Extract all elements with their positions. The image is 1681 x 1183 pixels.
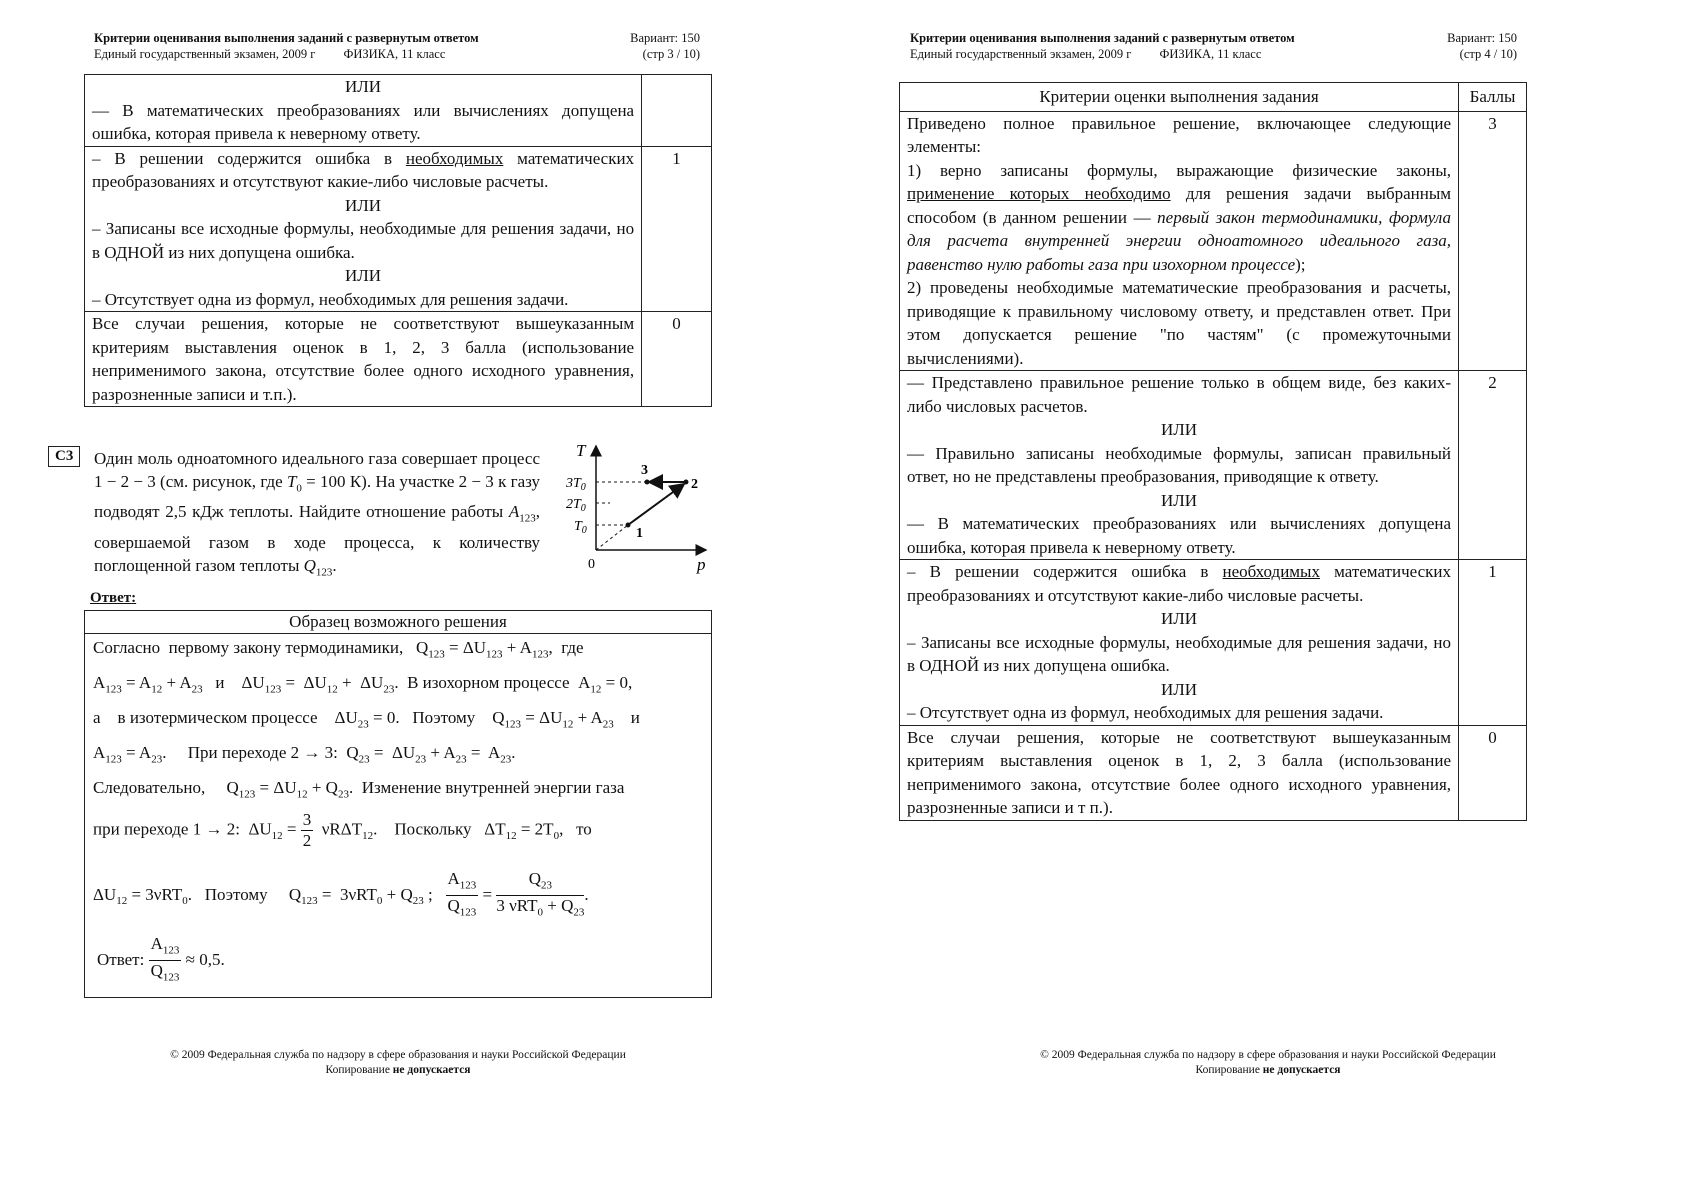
page-number: (стр 3 / 10) — [642, 47, 700, 61]
criteria-item: – Отсутствует одна из формул, необходимых для решения задачи. — [92, 289, 569, 309]
tick-t0: $T_0$ — [574, 519, 587, 536]
criteria-score: 0 — [642, 312, 712, 407]
criteria-text — [85, 75, 642, 147]
criteria-text — [85, 146, 642, 312]
criteria-item: — В математических преобразованиях или вычислениях допущена ошибка, которая привела к неверному ответу. — [92, 100, 635, 143]
criteria-item: — В математических преобразованиях или вычислениях допущена ошибка, которая привела к неверному ответу. — [907, 514, 1452, 557]
criteria-item: – В решении содержится ошибка в необходимых математических преобразованиях и отсутствуют какие-либо числовые расчеты. — [92, 148, 635, 191]
solution-box — [84, 610, 712, 998]
variant-label: Вариант: 150 — [1447, 31, 1517, 45]
copyright-line: © 2009 Федеральная служба по надзору в сфере образования и науки Российской Федерации — [170, 1049, 626, 1061]
page-header — [94, 30, 479, 62]
criteria-score: 2 — [1459, 371, 1527, 560]
point-1-label: 1 — [636, 526, 643, 541]
or-separator: ИЛИ — [1160, 420, 1198, 439]
solution-line: $A_{123} = A_{12} + A_{23}$ и $\Delta U_{123} = \Delta U_{12} + \Delta U_{23}$. В изохорном процессе $A_{12} = 0$, — [93, 673, 633, 696]
criteria-item: – В решении содержится ошибка в необходимых математических преобразованиях и отсутствуют какие-либо числовые расчеты. — [907, 562, 1452, 605]
page-meta — [600, 30, 700, 62]
solution-line: Согласно первому закону термодинамики, $Q_{123} = \Delta U_{123} + A_{123}$, где — [93, 638, 584, 661]
criteria-item: – Записаны все исходные формулы, необходимые для решения задачи, но в ОДНОЙ из них допущена ошибка. — [907, 632, 1452, 675]
criteria-score: 3 — [1459, 111, 1527, 371]
criteria-score: 1 — [642, 146, 712, 312]
criteria-table — [84, 74, 712, 407]
tick-3t0: $3T_0$ — [566, 476, 586, 493]
criteria-score: 1 — [1459, 560, 1527, 726]
segment-1-2 — [628, 484, 684, 525]
answer-label: Ответ: — [90, 590, 137, 606]
page-footer — [865, 1048, 1671, 1078]
criteria-item: 1) верно записаны формулы, выражающие физические законы, применение которых необходимо для решения задачи выбранным способом (в данном решении — первый закон термодинамики, формула для расчета внутренней энергии одноатомного идеального газа, равенство нулю работы газа при изохорном процессе); — [907, 160, 1452, 274]
header-title: Критерии оценивания выполнения заданий с развернутым ответом — [910, 31, 1295, 45]
points-column-header: Баллы — [1459, 83, 1527, 112]
origin-dashed-line — [596, 525, 628, 550]
fraction: $\frac{3}{2}$ — [302, 810, 312, 850]
page-header — [910, 30, 1295, 62]
solution-title: Образец возможного решения — [85, 611, 711, 634]
solution-line: при переходе 1 → 2: $\Delta U_{12}$ = $\frac{3}{2}$ νRΔT$_{12}$. Поскольку $\Delta T_{12} = 2T_0$, то — [93, 810, 592, 850]
solution-answer: Ответ: $\frac{A_{123}}{Q_{123}}$ ≈ 0,5. — [97, 934, 225, 988]
criteria-score: 0 — [1459, 725, 1527, 820]
t-axis-label: T — [576, 441, 586, 460]
copy-notice: Копирование не допускается — [325, 1064, 471, 1076]
or-separator: ИЛИ — [1160, 490, 1198, 510]
criteria-item: – Отсутствует одна из формул, необходимых для решения задачи. — [907, 703, 1384, 722]
criteria-item: – Записаны все исходные формулы, необходимые для решения задачи, но в ОДНОЙ из них допущена ошибка. — [92, 219, 635, 262]
solution-line: $\Delta U_{12} = 3\nu RT_0$. Поэтому $Q_{123} = 3\nu RT_0 + Q_{23}$ ; $\frac{A_{123}}{Q_{123}}$ = $\frac{Q_{23}}{3 \nu RT_0 + Q_{23}}$ . — [93, 869, 589, 923]
or-separator: ИЛИ — [345, 266, 382, 285]
left-page — [0, 0, 840, 1183]
task-statement: Один моль одноатомного идеального газа совершает процесс 1 − 2 − 3 (см. рисунок, где $T_0 = 100$ К). На участке 2 − 3 к газу подводят 2,5 кДж теплоты. Найдите отношение работы $A_{123}$, совершаемой газом в ходе процесса, к количеству поглощенной газом теплоты $Q_{123}$. — [94, 449, 540, 579]
solution-line: $A_{123} = A_{23}$. При переходе 2 → 3: $Q_{23} = \Delta U_{23} + A_{23} = A_{23}$. — [93, 743, 516, 766]
page-footer — [0, 1048, 818, 1078]
header-subtitle: Единый государственный экзамен, 2009 г ФИЗИКА, 11 класс — [94, 47, 446, 61]
criteria-row — [900, 111, 1527, 371]
criteria-text — [900, 111, 1459, 371]
criteria-table — [899, 82, 1527, 821]
point-3 — [645, 480, 650, 485]
criteria-row — [900, 371, 1527, 560]
process-graph — [556, 438, 716, 578]
criteria-item: — Правильно записаны необходимые формулы, записан правильный ответ, но не представлены преобразования, приводящие к ответу. — [907, 443, 1452, 486]
criteria-text — [900, 371, 1459, 560]
criteria-row — [85, 75, 712, 147]
criteria-score — [642, 75, 712, 147]
criteria-item: Приведено полное правильное решение, включающее следующие элементы: — [907, 113, 1452, 156]
criteria-item: 2) проведены необходимые математические преобразования и расчеты, приводящие к правильному числовому ответу, и представлен ответ. При этом допускается решение "по частям" (с промежуточными вычислениями). — [907, 278, 1452, 368]
page-number: (стр 4 / 10) — [1459, 47, 1517, 61]
p-axis-label: p — [697, 555, 706, 574]
solution-line: Следовательно, $Q_{123} = \Delta U_{12} + Q_{23}$. Изменение внутренней энергии газа — [93, 778, 625, 801]
point-2-label: 2 — [691, 477, 698, 492]
criteria-row — [900, 560, 1527, 726]
criteria-row — [85, 312, 712, 407]
criteria-text: Все случаи решения, которые не соответствуют вышеуказанным критериям выставления оценок в 1, 2, 3 балла (использование неприменимого закона, отсутствие более одного исходного уравнения, разрозненные записи и т п.). — [900, 725, 1459, 820]
right-page — [875, 0, 1681, 1183]
header-subtitle: Единый государственный экзамен, 2009 г ФИЗИКА, 11 класс — [910, 47, 1262, 61]
or-separator: ИЛИ — [1160, 679, 1198, 699]
task-number-badge: C3 — [48, 446, 80, 467]
header-title: Критерии оценивания выполнения заданий с развернутым ответом — [94, 31, 479, 45]
criteria-row — [85, 146, 712, 312]
copy-notice: Копирование не допускается — [1195, 1064, 1341, 1076]
page-meta — [1415, 30, 1517, 62]
fraction: $\frac{A_{123}}{Q_{123}}$ — [447, 869, 477, 919]
tick-2t0: $2T_0$ — [566, 497, 586, 514]
criteria-row — [900, 725, 1527, 820]
point-2 — [684, 480, 689, 485]
variant-label: Вариант: 150 — [630, 31, 700, 45]
fraction: $\frac{A_{123}}{Q_{123}}$ — [150, 934, 180, 984]
copyright-line: © 2009 Федеральная служба по надзору в сфере образования и науки Российской Федерации — [1040, 1049, 1496, 1061]
criteria-header-row — [900, 83, 1527, 112]
or-separator: ИЛИ — [345, 195, 382, 215]
criteria-column-header: Критерии оценки выполнения задания — [900, 83, 1459, 112]
point-3-label: 3 — [641, 463, 648, 478]
point-1 — [626, 523, 631, 528]
solution-line: а в изотермическом процессе $\Delta U_{23} = 0$. Поэтому $Q_{123} = \Delta U_{12} + A_{23}$ и — [93, 708, 640, 731]
or-separator: ИЛИ — [1160, 609, 1198, 628]
fraction: $\frac{Q_{23}}{3 \nu RT_0 + Q_{23}}$ — [496, 869, 585, 919]
criteria-text — [900, 560, 1459, 726]
origin-label: 0 — [588, 557, 595, 572]
or-separator: ИЛИ — [345, 77, 382, 96]
criteria-text: Все случаи решения, которые не соответствуют вышеуказанным критериям выставления оценок в 1, 2, 3 балла (использование неприменимого закона, отсутствие более одного исходного уравнения, разрозненные записи и т.п.). — [85, 312, 642, 407]
criteria-item: — Представлено правильное решение только в общем виде, без каких-либо числовых расчетов. — [907, 373, 1452, 416]
